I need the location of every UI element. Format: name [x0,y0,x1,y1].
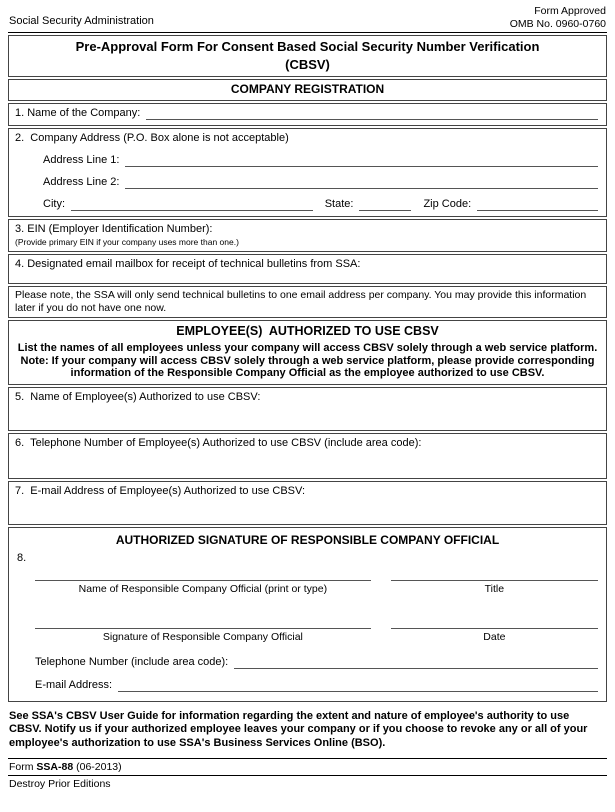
employees-instructions-line1: List the names of all employees unless your company will access CBSV solely through a web service platform. [17,342,598,355]
notice-line1: See SSA's CBSV User Guide for information regarding the extent and nature of employee's authority to use [9,709,570,722]
official-phone-field[interactable] [234,656,598,669]
signature-section [8,527,607,702]
company-registration-heading: COMPANY REGISTRATION [8,79,607,101]
official-email-label: E-mail Address: [35,679,113,692]
name-title-row [15,568,600,596]
official-signature-field[interactable] [35,616,371,629]
employee-names-label: 5. Name of Employee(s) Authorized to use CBSV: [15,390,261,403]
company-address-label: 2. Company Address (P.O. Box alone is not acceptable) [15,132,289,145]
form-title-cbsv: (CBSV) [285,56,330,72]
official-phone-row [15,656,600,670]
agency-name: Social Security Administration [9,15,154,28]
date-label: Date [483,630,506,643]
zip-field[interactable] [477,198,598,211]
form-title: Pre-Approval Form For Consent Based Social Security Number Verification [75,39,540,54]
employees-heading: EMPLOYEE(S) AUTHORIZED TO USE CBSV [176,324,439,339]
signature-date-row [15,616,600,644]
destroy-prior-editions: Destroy Prior Editions [9,778,111,791]
employee-phones-label: 6. Telephone Number of Employee(s) Authorized to use CBSV (include area code): [15,436,422,449]
cbsv-user-guide-notice [8,710,607,750]
date-field[interactable] [391,616,598,629]
item-4-email-mailbox [8,254,607,284]
form-id-block [8,758,607,791]
company-name-label: 1. Name of the Company: [15,107,141,120]
address-line2-field[interactable] [125,176,598,189]
employees-instructions [15,342,600,380]
item-3-ein [8,219,607,252]
notice-line2: CBSV. Notify us if your authorized employee leaves your company or if you choose to revoke any or all of your [9,723,588,736]
zip-label: Zip Code: [423,198,472,211]
item-2-company-address [8,128,607,217]
city-field[interactable] [71,198,313,211]
company-name-field[interactable] [146,107,598,120]
item-1-company-name [8,103,607,126]
form-number-suffix: (06-2013) [73,761,122,774]
official-title-field[interactable] [391,568,598,581]
official-name-field[interactable] [35,568,371,581]
ein-note: (Provide primary EIN if your company uses more than one.) [15,236,239,247]
employee-emails-label: 7. E-mail Address of Employee(s) Authorized to use CBSV: [15,484,306,497]
state-field[interactable] [359,198,411,211]
omb-number: OMB No. 0960-0760 [509,17,606,30]
address-line1-row [15,154,600,168]
notice-line3: employee's authorization to use SSA's Business Services Online (BSO). [9,736,386,749]
employees-instructions-line2: Note: If your company will access CBSV solely through a web service platform, please provide corresponding [20,354,595,367]
city-state-zip-row [15,198,600,212]
official-signature-label: Signature of Responsible Company Official [102,630,303,643]
item-6-employee-phones [8,433,607,479]
form-title-box [8,35,607,77]
official-email-row [15,679,600,693]
item-7-employee-emails [8,481,607,525]
item-5-employee-names [8,387,607,431]
item-8-number: 8. [17,551,27,564]
form-approved-label: Form Approved [534,5,606,17]
masthead [8,4,607,33]
address-line1-label: Address Line 1: [43,154,120,167]
employees-instructions-line3: information of the Responsible Company Official as the employee authorized to use CBSV. [70,367,545,380]
address-line1-field[interactable] [125,154,598,167]
date-column [391,616,598,644]
official-title-column [391,568,598,596]
official-name-label: Name of Responsible Company Official (print or type) [78,582,328,595]
ein-label: 3. EIN (Employer Identification Number): [15,222,213,235]
official-title-label: Title [484,582,505,595]
official-phone-label: Telephone Number (include area code): [35,656,229,669]
form-number-line [8,758,607,776]
state-label: State: [324,198,354,211]
bulletin-note: Please note, the SSA will only send technical bulletins to one email address per company. You may provide this information later if you do not have one now. [8,286,607,318]
form-approved-block [510,5,606,30]
employees-section-header [8,320,607,385]
official-name-column [35,568,371,596]
city-label: City: [43,198,65,211]
address-line2-row [15,176,600,190]
company-name-row [15,107,600,121]
official-signature-column [35,616,371,644]
form-number: SSA-88 [36,761,74,774]
official-email-field[interactable] [118,679,598,692]
email-mailbox-label: 4. Designated email mailbox for receipt of technical bulletins from SSA: [15,258,361,271]
address-line2-label: Address Line 2: [43,176,120,189]
form-number-prefix: Form [9,761,37,774]
signature-heading: AUTHORIZED SIGNATURE OF RESPONSIBLE COMPANY OFFICIAL [115,532,500,547]
